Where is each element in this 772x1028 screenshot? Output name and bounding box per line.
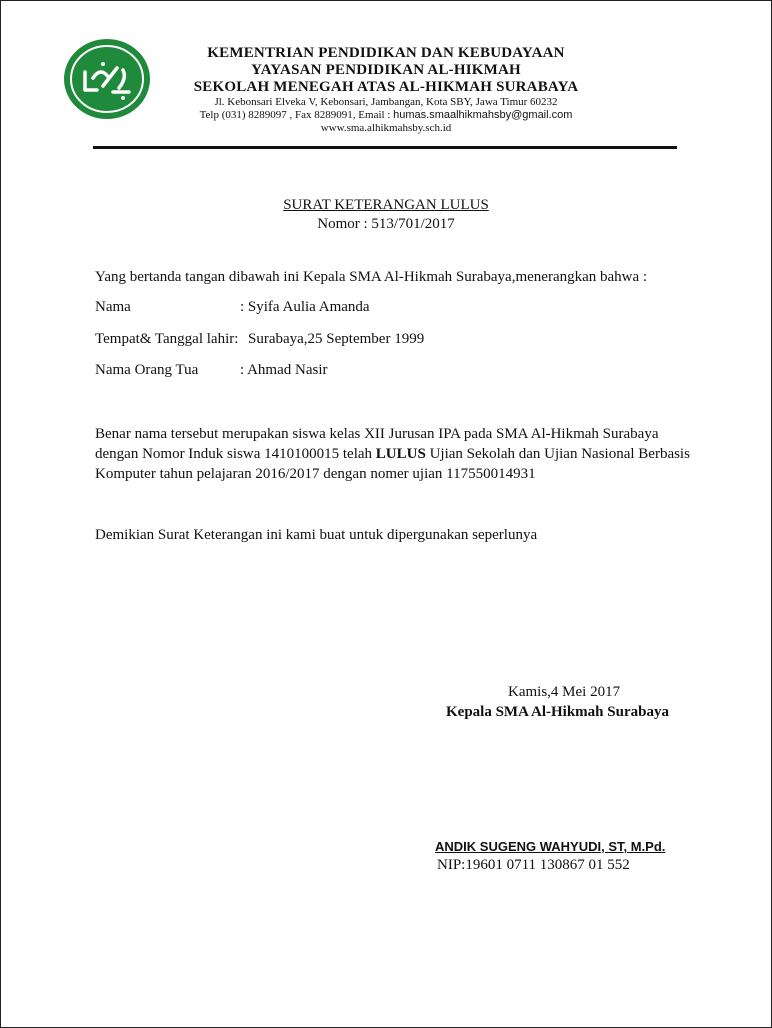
field-label-birth: Tempat& Tanggal lahir:	[95, 331, 239, 347]
signature-nip: NIP:19601 0711 130867 01 552	[437, 857, 630, 873]
document-number: Nomor : 513/701/2017	[317, 216, 455, 232]
field-label-parent: Nama Orang Tua	[95, 362, 199, 378]
school-logo-icon	[63, 38, 151, 120]
field-value-name: : Syifa Aulia Amanda	[240, 299, 370, 315]
field-label-name: Nama	[95, 299, 131, 315]
statement-before: Benar nama tersebut merupakan siswa kelas XII Jurusan IPA pada SMA Al-Hikmah Surabaya dengan Nomor Induk siswa 1410100015 telah	[95, 426, 659, 462]
letterhead-foundation: YAYASAN PENDIDIKAN AL-HIKMAH	[251, 62, 521, 78]
header-divider	[93, 146, 677, 149]
letterhead	[180, 45, 592, 135]
signature-place-date: Kamis,4 Mei 2017	[508, 684, 621, 700]
letterhead-website: www.sma.alhikmahsby.sch.id	[320, 122, 452, 134]
document-title: SURAT KETERANGAN LULUS	[283, 197, 489, 213]
letterhead-phone: Telp (031) 8289097 , Fax 8289091, Email :	[199, 109, 394, 121]
field-value-birth: Surabaya,25 September 1999	[248, 331, 425, 347]
statement-status: LULUS	[375, 446, 426, 462]
intro-text: Yang bertanda tangan dibawah ini Kepala SMA Al-Hikmah Surabaya,menerangkan bahwa :	[95, 269, 648, 285]
signature-name: ANDIK SUGENG WAHYUDI, ST, M.Pd.	[435, 839, 666, 854]
statement-paragraph	[95, 424, 695, 484]
letterhead-contact	[180, 109, 592, 122]
letterhead-address: Jl. Kebonsari Elveka V, Kebonsari, Jambangan, Kota SBY, Jawa Timur 60232	[214, 96, 558, 108]
letterhead-ministry: KEMENTRIAN PENDIDIKAN DAN KEBUDAYAAN	[207, 45, 565, 61]
letterhead-email: humas.smaalhikmahsby@gmail.com	[393, 109, 573, 121]
closing-text: Demikian Surat Keterangan ini kami buat untuk dipergunakan seperlunya	[95, 527, 538, 543]
letterhead-school: SEKOLAH MENEGAH ATAS AL-HIKMAH SURABAYA	[193, 79, 579, 95]
signature-position: Kepala SMA Al-Hikmah Surabaya	[446, 704, 669, 720]
field-value-parent: : Ahmad Nasir	[240, 362, 328, 378]
statement-after: Ujian Sekolah dan Ujian Nasional Berbasis Komputer tahun pelajaran 2016/2017 dengan nomer ujian 117550014931	[95, 446, 690, 482]
